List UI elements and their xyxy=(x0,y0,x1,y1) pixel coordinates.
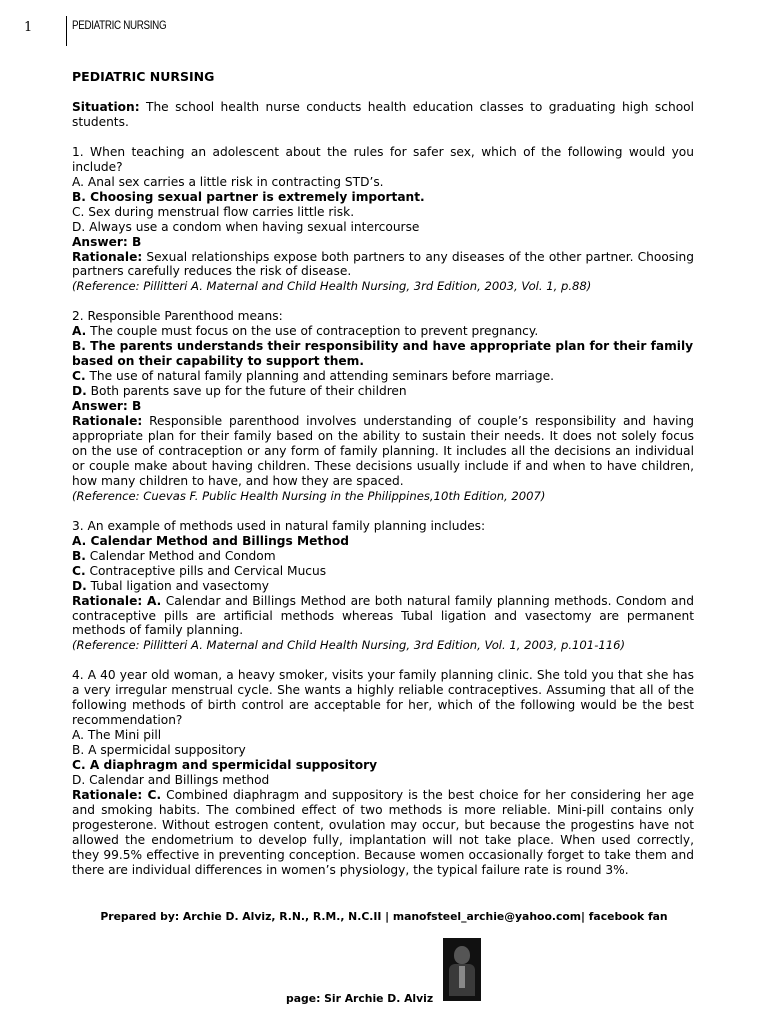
q2-option-c-text: The use of natural family planning and attending seminars before marriage. xyxy=(85,369,554,384)
q3-rationale-text: Calendar and Billings Method are both natural family planning methods. Condom and contraceptive pills are artificial methods whereas Tubal ligation and vasectomy are permanent methods of family planning. xyxy=(72,593,694,638)
q1-rationale-label: Rationale: xyxy=(72,249,143,264)
portrait-shirt xyxy=(459,966,465,988)
q4-option-a: A. The Mini pill xyxy=(72,728,162,743)
q3-option-d-text: Tubal ligation and vasectomy xyxy=(86,578,269,593)
q4-rationale xyxy=(72,788,694,878)
q2-option-c-label: C. xyxy=(72,369,86,384)
situation-paragraph xyxy=(72,100,694,130)
q2-reference: (Reference: Cuevas F. Public Health Nursing in the Philippines,10th Edition, 2007) xyxy=(72,488,546,503)
q4-option-b: B. A spermicidal suppository xyxy=(72,743,246,758)
q2-rationale-label: Rationale: xyxy=(72,414,143,429)
q3-rationale-label: Rationale: A. xyxy=(72,593,162,608)
q1-rationale-text: Sexual relationships expose both partners to any diseases of the other partner. Choosing partners carefully reduces the risk of disease. xyxy=(72,249,694,279)
header-divider xyxy=(66,16,67,46)
q3-option-d xyxy=(72,579,694,594)
q1-option-c: C. Sex during menstrual flow carries little risk. xyxy=(72,204,355,219)
q3-option-b-text: Calendar Method and Condom xyxy=(85,548,276,563)
q4-rationale-label: Rationale: C. xyxy=(72,787,162,802)
q3-option-a: A. Calendar Method and Billings Method xyxy=(72,533,350,548)
q4-question: 4. A 40 year old woman, a heavy smoker, visits your family planning clinic. She told you that she has a very irregular menstrual cycle. She wants a highly reliable contraceptives. Assuming that all of the following methods of birth control are acceptable for her, which of the following would be the best recommendation? xyxy=(72,668,694,728)
q4-option-c: C. A diaphragm and spermicidal suppository xyxy=(72,758,378,773)
q2-answer: Answer: B xyxy=(72,399,142,414)
q1-reference: (Reference: Pillitteri A. Maternal and Child Health Nursing, 3rd Edition, 2003, Vol. 1, p.88) xyxy=(72,279,592,294)
q1-question: 1. When teaching an adolescent about the rules for safer sex, which of the following would you include? xyxy=(72,144,694,174)
q1-option-b: B. Choosing sexual partner is extremely important. xyxy=(72,189,425,204)
q2-question: 2. Responsible Parenthood means: xyxy=(72,309,283,324)
q2-option-d xyxy=(72,384,694,399)
q2-rationale xyxy=(72,414,694,489)
q3-rationale xyxy=(72,594,694,639)
q1-answer: Answer: B xyxy=(72,234,142,249)
q1-rationale xyxy=(72,250,694,280)
q3-option-c-label: C. xyxy=(72,563,86,578)
q3-option-b-label: B. xyxy=(72,548,86,563)
q3-option-c xyxy=(72,564,694,579)
q3-option-c-text: Contraceptive pills and Cervical Mucus xyxy=(85,563,327,578)
page-credit: page: Sir Archie D. Alviz xyxy=(286,992,434,1005)
q2-option-b: B. The parents understands their responsibility and have appropriate plan for their family based on their capability to support them. xyxy=(72,339,694,369)
q3-question: 3. An example of methods used in natural family planning includes: xyxy=(72,518,486,533)
situation-text: The school health nurse conducts health education classes to graduating high school students. xyxy=(72,99,694,129)
q3-option-b xyxy=(72,549,694,564)
q4-rationale-text: Combined diaphragm and suppository is the best choice for her considering her age and smoking habits. The combined effect of two methods is more reliable. Mini-pill contains only progesterone. Without estrogen content, ovulation may occur, but because the progestins have not allowed the endometrium to develop fully, implantation will not take place. When used correctly, they 99.5% effective in preventing conception. Because women occasionally forget to take them and there are individual differences in women’s physiology, the typical failure rate is round 3%. xyxy=(72,787,694,877)
q2-option-a xyxy=(72,324,694,339)
q4-option-d: D. Calendar and Billings method xyxy=(72,773,270,788)
q2-option-c xyxy=(72,369,694,384)
q2-option-d-text: Both parents save up for the future of their children xyxy=(86,384,407,399)
q2-option-d-label: D. xyxy=(72,384,87,399)
situation-label: Situation: xyxy=(72,99,140,114)
running-header-title: PEDIATRIC NURSING xyxy=(72,18,167,32)
q1-option-a: A. Anal sex carries a little risk in contracting STD’s. xyxy=(72,174,384,189)
author-portrait-image xyxy=(443,938,481,1001)
page-number: 1 xyxy=(24,20,33,35)
document-body xyxy=(72,70,694,878)
q2-option-a-text: The couple must focus on the use of contraception to prevent pregnancy. xyxy=(86,324,539,339)
prepared-by-footer: Prepared by: Archie D. Alviz, R.N., R.M., N.C.II | manofsteel_archie@yahoo.com| facebook fan xyxy=(100,910,668,923)
q3-reference: (Reference: Pillitteri A. Maternal and Child Health Nursing, 3rd Edition, Vol. 1, 2003, p.101-116) xyxy=(72,638,626,653)
document-title: PEDIATRIC NURSING xyxy=(72,69,215,84)
q2-rationale-text: Responsible parenthood involves understanding of couple’s responsibility and having appropriate plan for their family based on the ability to sustain their needs. It does not solely focus on the use of contraception or any form of family planning. It includes all the decisions an individual or couple make about having children. These decisions usually include if and when to have children, how many children to have, and how they are spaced. xyxy=(72,414,694,488)
q2-option-a-label: A. xyxy=(72,324,87,339)
portrait-head xyxy=(454,946,470,964)
q1-option-d: D. Always use a condom when having sexual intercourse xyxy=(72,219,420,234)
q3-option-d-label: D. xyxy=(72,578,87,593)
